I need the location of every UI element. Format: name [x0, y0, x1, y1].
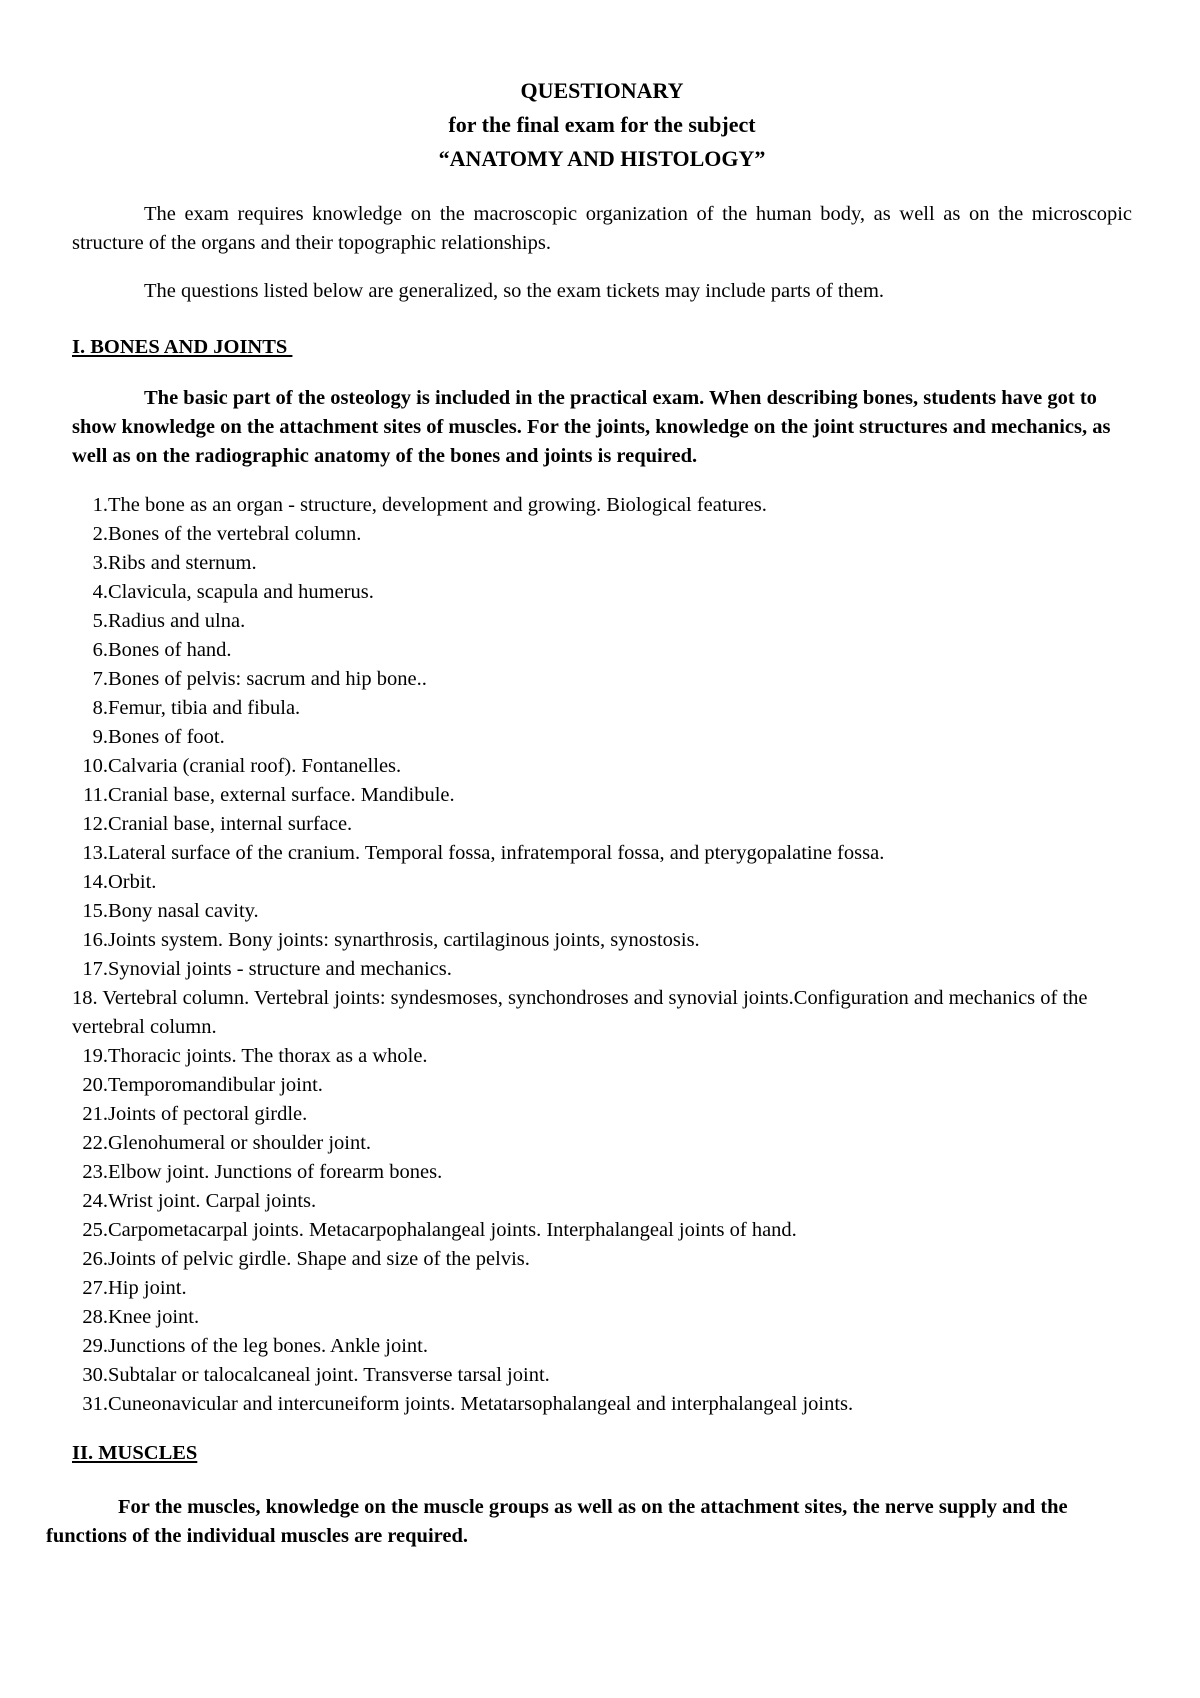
- list-item-text: The bone as an organ - structure, development and growing. Biological features.: [108, 494, 767, 516]
- list-item: [72, 984, 1132, 1042]
- list-item-number: 1.: [92, 494, 108, 516]
- list-item: [72, 520, 1132, 549]
- section-note-muscles: For the muscles, knowledge on the muscle groups as well as on the attachment sites, the nerve supply and the functions of the individual muscles are required.: [46, 1496, 1068, 1547]
- list-item: [72, 955, 1132, 984]
- list-item: [72, 1390, 1132, 1419]
- list-item: [72, 1361, 1132, 1390]
- list-item-text: Joints system. Bony joints: synarthrosis, cartilaginous joints, synostosis.: [108, 929, 700, 951]
- section-heading-muscles: II. MUSCLES: [72, 1442, 198, 1464]
- list-item: [72, 1100, 1132, 1129]
- list-item-number: 23.: [82, 1161, 108, 1183]
- list-item: [72, 665, 1132, 694]
- list-item-number: 16.: [82, 929, 108, 951]
- list-item-number: 21.: [82, 1103, 108, 1125]
- list-item-text: Cuneonavicular and intercuneiform joints. Metatarsophalangeal and interphalangeal joints.: [108, 1393, 854, 1415]
- list-item: [72, 868, 1132, 897]
- list-item: [72, 1303, 1132, 1332]
- list-item: [72, 1245, 1132, 1274]
- list-item-text: Synovial joints - structure and mechanics.: [108, 958, 452, 980]
- question-list-bones-joints: [72, 491, 1132, 1419]
- list-item: [72, 1129, 1132, 1158]
- list-item-text: Cranial base, external surface. Mandibule.: [108, 784, 455, 806]
- list-item-text: Bony nasal cavity.: [108, 900, 259, 922]
- list-item: [72, 752, 1132, 781]
- list-item-text: Knee joint.: [108, 1306, 200, 1328]
- list-item: [72, 810, 1132, 839]
- list-item-text: Calvaria (cranial roof). Fontanelles.: [108, 755, 402, 777]
- list-item: [72, 491, 1132, 520]
- list-item: [72, 607, 1132, 636]
- list-item: [72, 1216, 1132, 1245]
- list-item-number: 20.: [82, 1074, 108, 1096]
- section-heading-bones-joints: I. BONES AND JOINTS: [72, 336, 293, 358]
- list-item-text: Junctions of the leg bones. Ankle joint.: [108, 1335, 428, 1357]
- list-item-number: 19.: [82, 1045, 108, 1067]
- list-item-text: Joints of pectoral girdle.: [108, 1103, 308, 1125]
- list-item: [72, 1274, 1132, 1303]
- list-item: [72, 1187, 1132, 1216]
- list-item-text: Bones of the vertebral column.: [108, 523, 362, 545]
- list-item-number: 31.: [82, 1393, 108, 1415]
- list-item: [72, 1042, 1132, 1071]
- list-item-number: 29.: [82, 1335, 108, 1357]
- list-item-number: 15.: [82, 900, 108, 922]
- list-item-text: Glenohumeral or shoulder joint.: [108, 1132, 372, 1154]
- list-item: [72, 549, 1132, 578]
- list-item-text: Subtalar or talocalcaneal joint. Transverse tarsal joint.: [108, 1364, 550, 1386]
- list-item-text: Hip joint.: [108, 1277, 187, 1299]
- list-item-number: 5.: [92, 610, 108, 632]
- list-item: [72, 1332, 1132, 1361]
- list-item-number: 8.: [92, 697, 108, 719]
- list-item-number: 3.: [92, 552, 108, 574]
- list-item-text: Clavicula, scapula and humerus.: [108, 581, 374, 603]
- list-item-text: Bones of pelvis: sacrum and hip bone..: [108, 668, 427, 690]
- title-line-2: for the final exam for the subject: [448, 112, 756, 137]
- list-item-number: 14.: [82, 871, 108, 893]
- list-item-text: Joints of pelvic girdle. Shape and size of the pelvis.: [108, 1248, 530, 1270]
- list-item-number: 17.: [82, 958, 108, 980]
- list-item-number: 22.: [82, 1132, 108, 1154]
- list-item-text: Vertebral column. Vertebral joints: syndesmoses, synchondroses and synovial joints.Configuration and mechanics of the vertebral column.: [72, 987, 1088, 1038]
- list-item-text: Lateral surface of the cranium. Temporal fossa, infratemporal fossa, and pterygopalatine fossa.: [108, 842, 885, 864]
- list-item-number: 24.: [82, 1190, 108, 1212]
- list-item-text: Carpometacarpal joints. Metacarpophalangeal joints. Interphalangeal joints of hand.: [108, 1219, 797, 1241]
- title-line-3: “ANATOMY AND HISTOLOGY”: [438, 146, 766, 171]
- list-item: [72, 926, 1132, 955]
- list-item-text: Radius and ulna.: [108, 610, 246, 632]
- document-page: [46, 74, 1132, 1551]
- list-item: [72, 1071, 1132, 1100]
- list-item: [72, 1158, 1132, 1187]
- list-item: [72, 839, 1132, 868]
- list-item: [72, 897, 1132, 926]
- list-item-number: 28.: [82, 1306, 108, 1328]
- list-item-number: 11.: [83, 784, 108, 806]
- document-title: [72, 74, 1132, 176]
- list-item-text: Orbit.: [108, 871, 157, 893]
- list-item-number: 26.: [82, 1248, 108, 1270]
- list-item-text: Ribs and sternum.: [108, 552, 257, 574]
- list-item-text: Temporomandibular joint.: [108, 1074, 323, 1096]
- list-item-number: 10.: [82, 755, 108, 777]
- list-item-text: Elbow joint. Junctions of forearm bones.: [108, 1161, 443, 1183]
- list-item: [72, 723, 1132, 752]
- title-line-1: QUESTIONARY: [520, 78, 684, 103]
- list-item: [72, 636, 1132, 665]
- list-item-text: Cranial base, internal surface.: [108, 813, 353, 835]
- list-item: [72, 578, 1132, 607]
- list-item: [72, 781, 1132, 810]
- list-item: [72, 694, 1132, 723]
- list-item-number: 27.: [82, 1277, 108, 1299]
- list-item-number: 30.: [82, 1364, 108, 1386]
- list-item-text: Femur, tibia and fibula.: [108, 697, 301, 719]
- list-item-number: 18.: [72, 987, 98, 1009]
- list-item-text: Wrist joint. Carpal joints.: [108, 1190, 317, 1212]
- list-item-number: 12.: [82, 813, 108, 835]
- list-item-number: 6.: [92, 639, 108, 661]
- list-item-number: 9.: [92, 726, 108, 748]
- intro-paragraph-2: The questions listed below are generalized, so the exam tickets may include parts of them.: [144, 280, 885, 302]
- list-item-number: 25.: [82, 1219, 108, 1241]
- intro-paragraph-1: The exam requires knowledge on the macroscopic organization of the human body, as well as on the microscopic structure of the organs and their topographic relationships.: [72, 203, 1132, 254]
- list-item-number: 4.: [92, 581, 108, 603]
- list-item-number: 13.: [82, 842, 108, 864]
- list-item-text: Thoracic joints. The thorax as a whole.: [108, 1045, 428, 1067]
- section-note-bones-joints: The basic part of the osteology is included in the practical exam. When describing bones, students have got to show knowledge on the attachment sites of muscles. For the joints, knowledge on the joint structures and mechanics, as well as on the radiographic anatomy of the bones and joints is required.: [72, 387, 1111, 467]
- list-item-text: Bones of hand.: [108, 639, 232, 661]
- list-item-number: 7.: [92, 668, 108, 690]
- list-item-number: 2.: [92, 523, 108, 545]
- list-item-text: Bones of foot.: [108, 726, 225, 748]
